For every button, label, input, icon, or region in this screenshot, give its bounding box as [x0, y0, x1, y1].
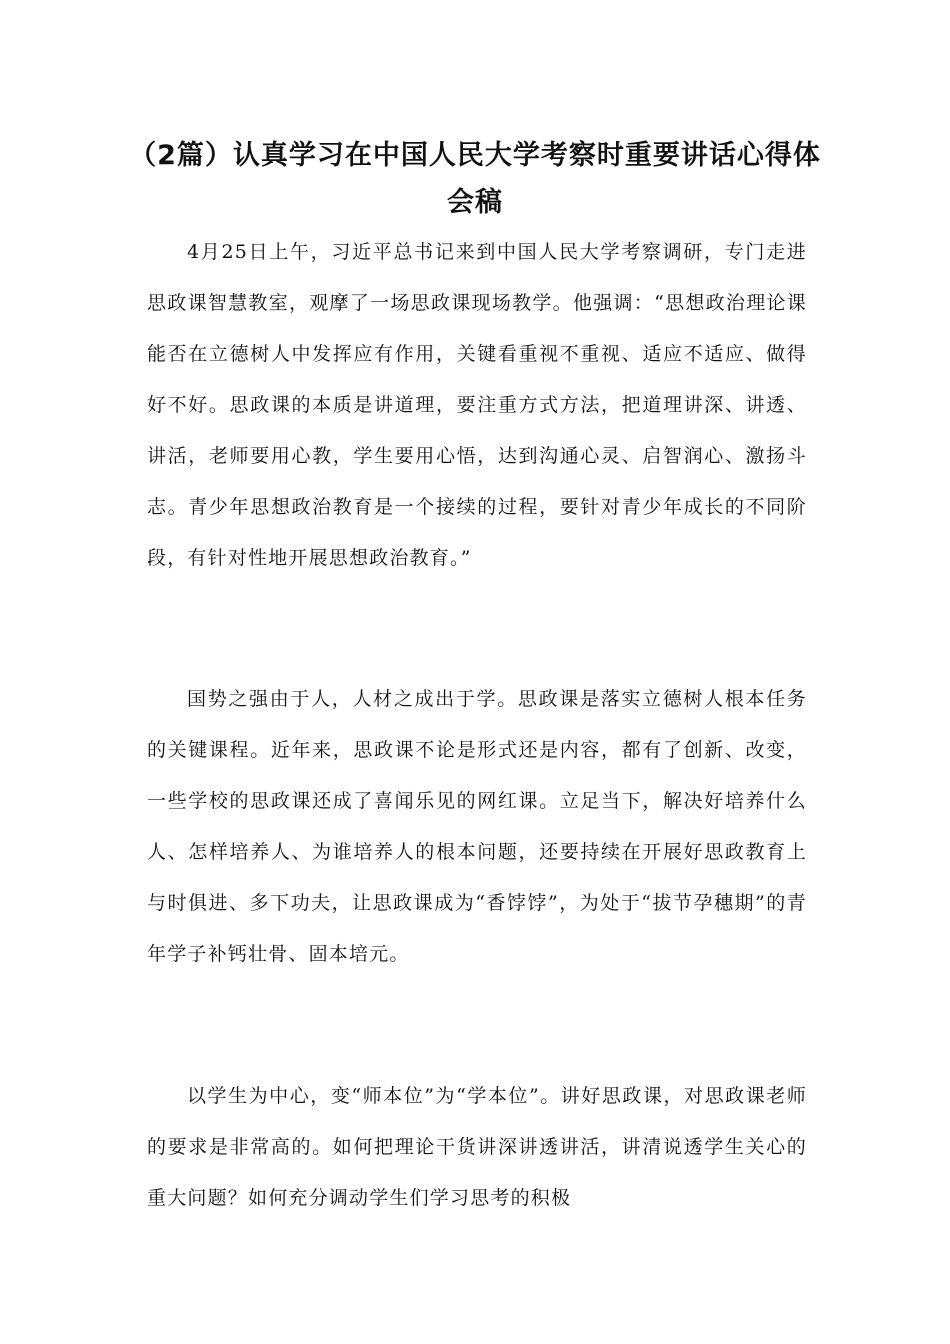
document-title: （2篇）认真学习在中国人民大学考察时重要讲话心得体会稿: [129, 140, 821, 218]
paragraph-1: 4月25日上午，习近平总书记来到中国人民大学考察调研，专门走进思政课智慧教室，观摩了一场思政课现场教学。他强调：“思想政治理论课能否在立德树人中发挥应有作用，关键看重视不重视、适应不适应、做得好不好。思政课的本质是讲道理，要注重方式方法，把道理讲深、讲透、讲活，老师要用心教，学生要用心悟，达到沟通心灵、启智润心、激扬斗志。青少年思想政治教育是一个接续的过程，要针对青少年成长的不同阶段，有针对性地开展思想政治教育。”: [147, 241, 807, 569]
paragraph-3: 以学生为中心，变“师本位”为“学本位”。讲好思政课，对思政课老师的要求是非常高的。如何把理论干货讲深讲透讲活，讲清说透学生关心的重大问题？如何充分调动学生们学习思考的积极: [147, 1085, 807, 1209]
paragraph-2: 国势之强由于人，人材之成出于学。思政课是落实立德树人根本任务的关键课程。近年来，思政课不论是形式还是内容，都有了创新、改变，一些学校的思政课还成了喜闻乐见的网红课。立足当下，解决好培养什么人、怎样培养人、为谁培养人的根本问题，还要持续在开展好思政教育上与时俱进、多下功夫，让思政课成为“香饽饽”，为处于“拔节孕穗期”的青年学子补钙壮骨、固本培元。: [147, 688, 807, 965]
